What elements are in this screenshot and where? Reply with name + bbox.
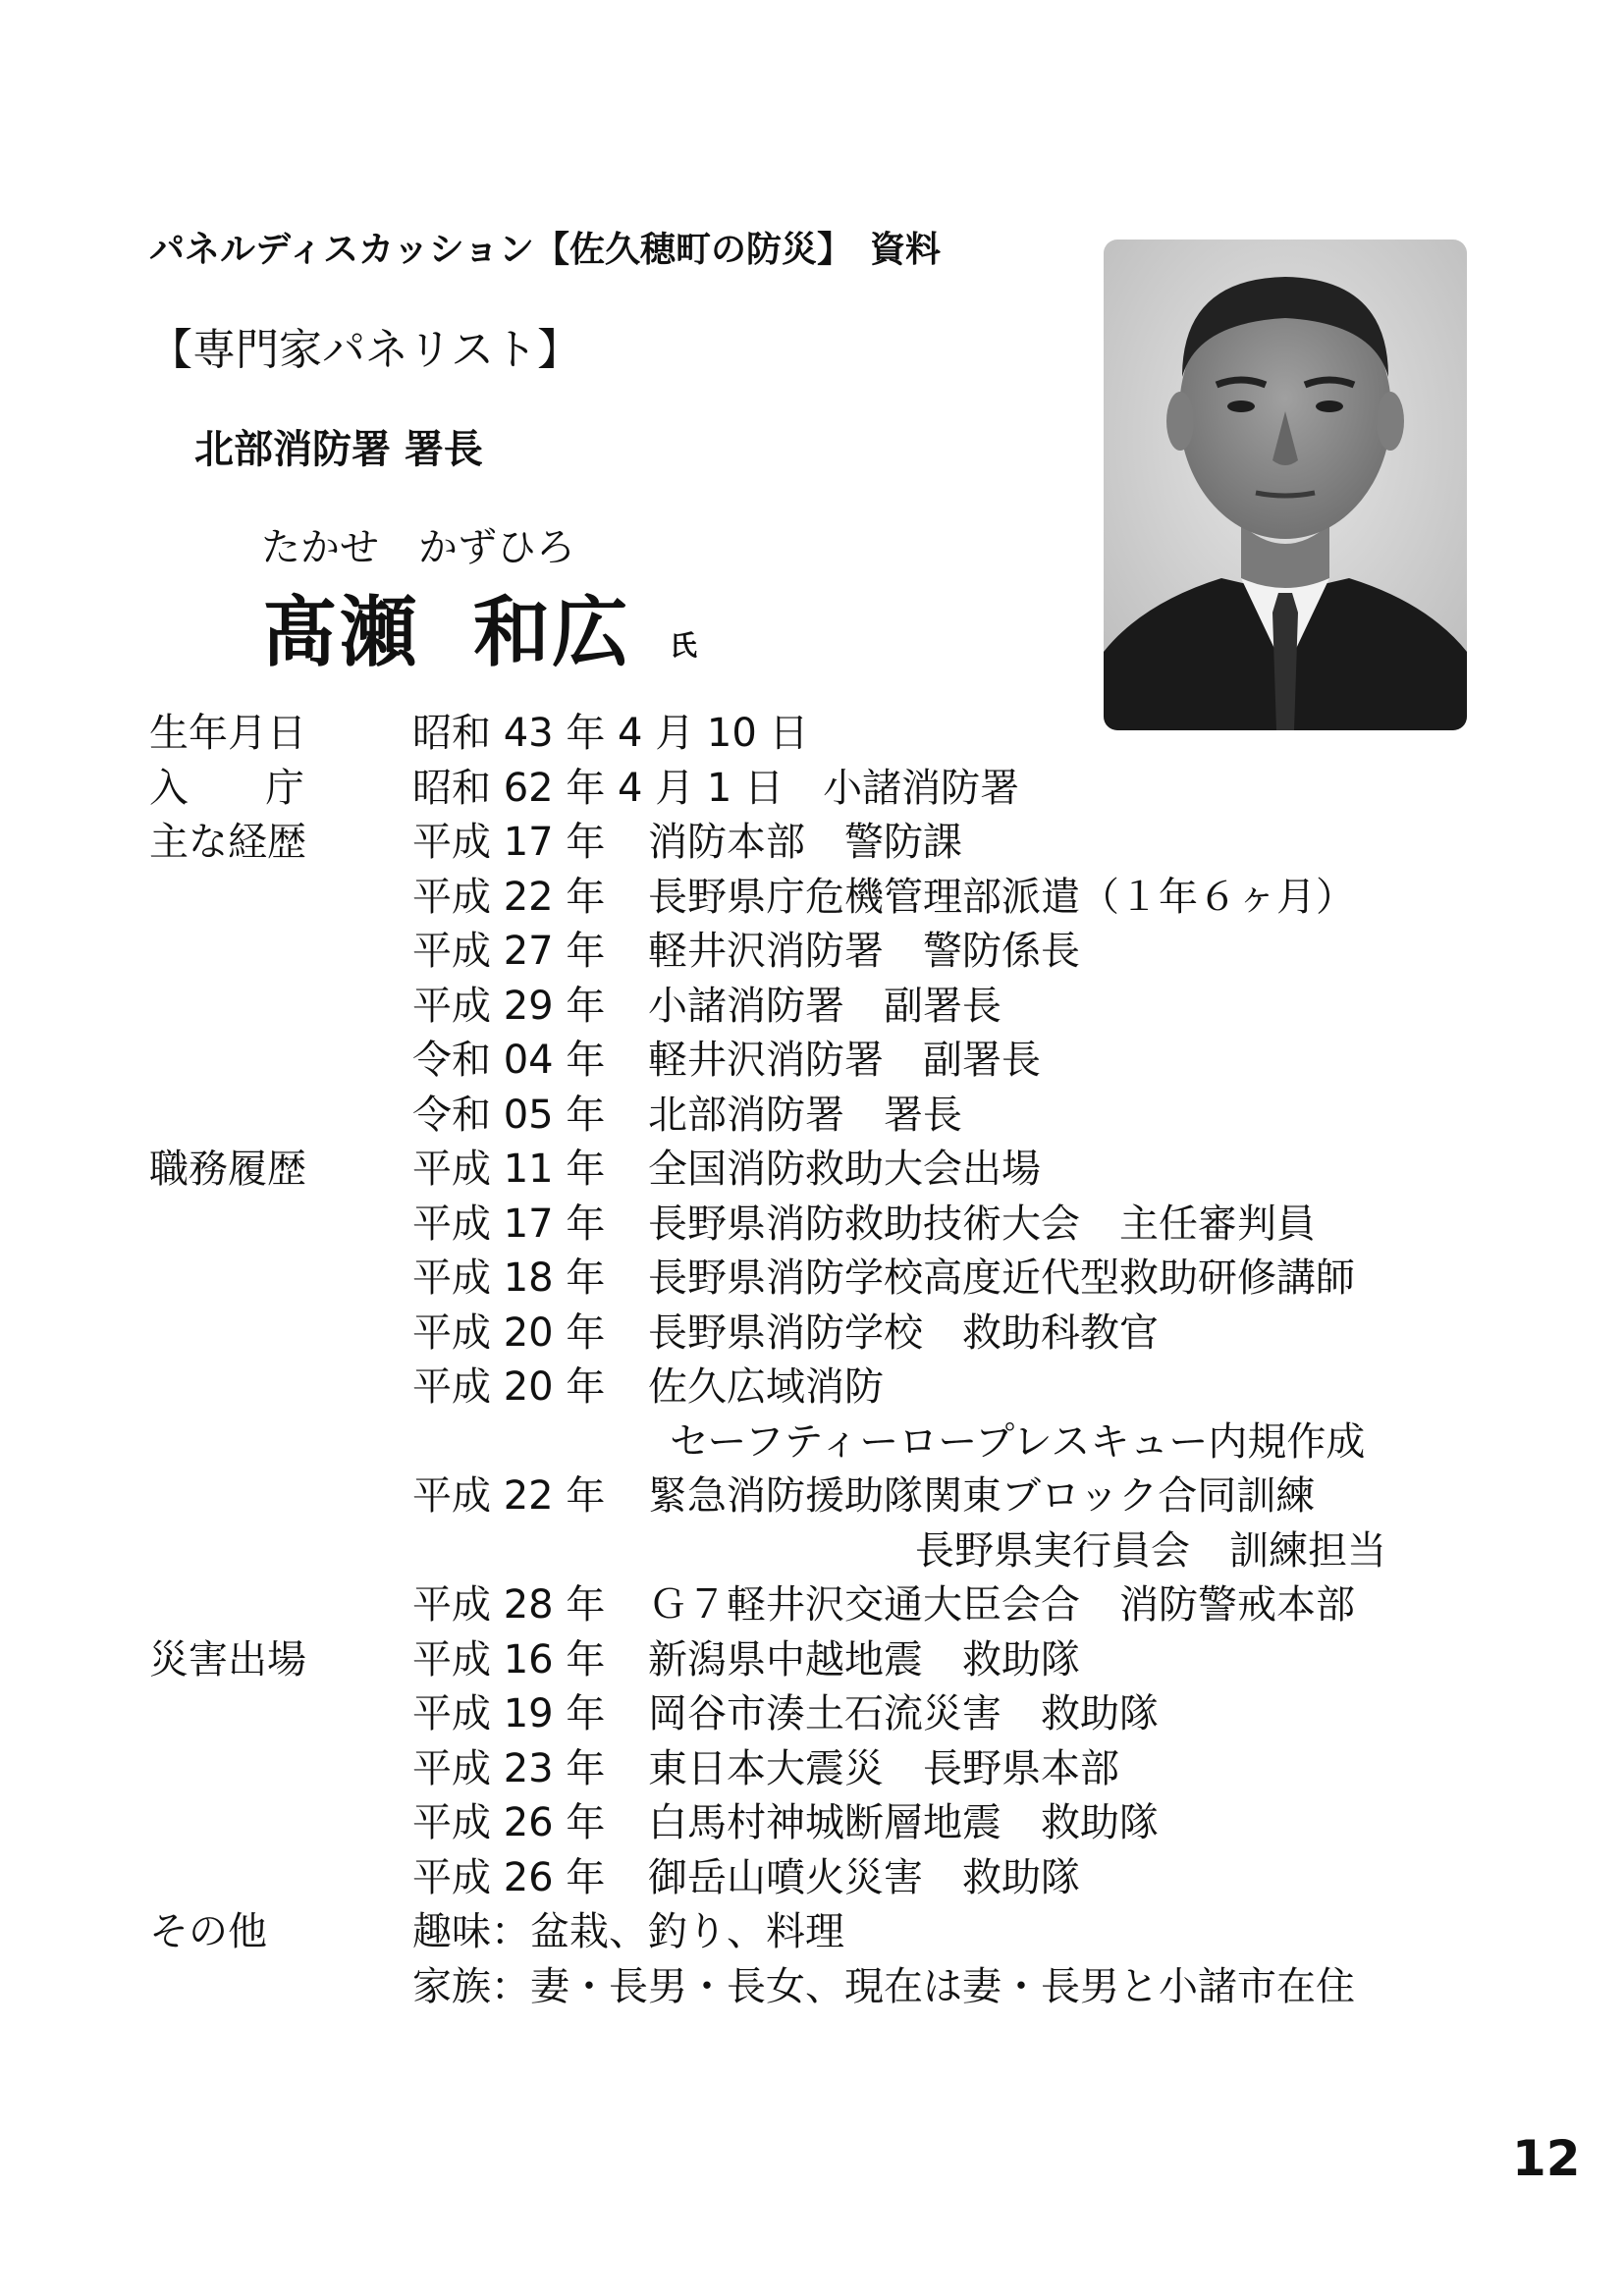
- profile-row-duty: [149, 1307, 1524, 1362]
- duty-text: 長野県消防学校 救助科教官: [648, 1309, 1159, 1356]
- family-text: 家族：妻・長男・長女、現在は妻・長男と小諸市在住: [412, 1963, 1355, 2009]
- duty-text: 緊急消防援助隊関東ブロック合同訓練: [648, 1473, 1316, 1519]
- page-number: 12: [1512, 2130, 1581, 2187]
- duty-year: 平成 11 年: [412, 1147, 606, 1192]
- panelist-category-label: 【専門家パネリスト】: [149, 325, 581, 375]
- profile-row-duty: [149, 1361, 1524, 1415]
- duty-year: 平成 18 年: [412, 1255, 606, 1301]
- document-title: パネルディスカッション【佐久穂町の防災】 資料: [149, 230, 942, 270]
- profile-row-duty: [149, 1143, 1524, 1198]
- profile-row-career: [149, 816, 1524, 871]
- career-text: 北部消防署 署長: [648, 1092, 962, 1138]
- duty-text-continued: セーフティーロープレスキュー内規作成: [670, 1418, 1366, 1465]
- disaster-year: 平成 26 年: [412, 1800, 606, 1845]
- joined-label: 入庁: [149, 765, 381, 811]
- profile-row-career: [149, 980, 1524, 1035]
- duty-text: 長野県消防学校高度近代型救助研修講師: [648, 1255, 1355, 1301]
- disaster-year: 平成 26 年: [412, 1854, 606, 1900]
- birth-value: 昭和 43 年 4 月 10 日: [412, 711, 809, 756]
- portrait-photo: [1104, 240, 1467, 730]
- profile-row-duty: [149, 1578, 1524, 1633]
- portrait-photo-icon: [1104, 240, 1467, 730]
- career-year: 平成 22 年: [412, 874, 606, 920]
- birth-label: 生年月日: [149, 711, 306, 756]
- career-text: 消防本部 警防課: [648, 820, 962, 865]
- panelist-position: 北部消防署 署長: [194, 427, 483, 472]
- career-label: 主な経歴: [149, 820, 306, 865]
- duty-year: 平成 28 年: [412, 1582, 606, 1628]
- career-text: 軽井沢消防署 警防係長: [648, 929, 1080, 974]
- career-year: 平成 29 年: [412, 983, 606, 1029]
- duty-year: 平成 22 年: [412, 1473, 606, 1519]
- profile-row-joined: [149, 762, 1524, 817]
- duty-year: 平成 20 年: [412, 1309, 606, 1356]
- name-surname: 髙瀬: [261, 589, 419, 677]
- disaster-text: 東日本大震災 長野県本部: [648, 1745, 1119, 1791]
- career-year: 平成 27 年: [412, 929, 606, 974]
- name-given: 和広: [473, 589, 631, 677]
- career-text: 長野県庁危機管理部派遣（１年６ヶ月）: [648, 874, 1355, 920]
- disaster-year: 平成 16 年: [412, 1636, 606, 1682]
- disaster-text: 御岳山噴火災害 救助隊: [648, 1854, 1080, 1900]
- career-year: 令和 04 年: [412, 1038, 606, 1083]
- disaster-text: 岡谷市湊土石流災害 救助隊: [648, 1691, 1159, 1736]
- career-text: 軽井沢消防署 副署長: [648, 1038, 1041, 1083]
- duty-text: 長野県消防救助技術大会 主任審判員: [648, 1201, 1316, 1247]
- profile-row-career: [149, 1089, 1524, 1144]
- disaster-year: 平成 19 年: [412, 1691, 606, 1736]
- profile-row-disaster: [149, 1633, 1524, 1688]
- other-label: その他: [149, 1909, 267, 1954]
- duty-text: Ｇ７軽井沢交通大臣会合 消防警戒本部: [648, 1582, 1355, 1628]
- career-year: 令和 05 年: [412, 1092, 606, 1138]
- profile-row-disaster: [149, 1851, 1524, 1906]
- career-text: 小諸消防署 副署長: [648, 983, 1001, 1029]
- duty-text-continued: 長野県実行員会 訓練担当: [915, 1527, 1386, 1574]
- profile-row-other: [149, 1905, 1524, 1960]
- profile-row-career: [149, 1034, 1524, 1089]
- name-furigana: たかせ かずひろ: [261, 525, 575, 570]
- profile-row-duty-continued: [149, 1415, 1524, 1470]
- duties-label: 職務履歴: [149, 1147, 306, 1192]
- disaster-text: 新潟県中越地震 救助隊: [648, 1636, 1080, 1682]
- joined-value: 昭和 62 年 4 月 1 日 小諸消防署: [412, 765, 1020, 811]
- name-honorific: 氏: [670, 629, 698, 662]
- profile-row-career: [149, 925, 1524, 980]
- profile-row-disaster: [149, 1687, 1524, 1742]
- profile-row-disaster: [149, 1796, 1524, 1851]
- profile-list: [149, 707, 1524, 2014]
- profile-row-duty: [149, 1469, 1524, 1524]
- career-year: 平成 17 年: [412, 820, 606, 865]
- duty-text: 佐久広域消防: [648, 1364, 884, 1410]
- profile-row-career: [149, 871, 1524, 926]
- profile-row-duty-continued: [149, 1524, 1524, 1579]
- profile-row-other: [149, 1960, 1524, 2015]
- disaster-year: 平成 23 年: [412, 1745, 606, 1791]
- duty-text: 全国消防救助大会出場: [648, 1147, 1041, 1192]
- hobby-text: 趣味：盆栽、釣り、料理: [412, 1909, 844, 1954]
- profile-row-birth: [149, 707, 1524, 762]
- duty-year: 平成 20 年: [412, 1364, 606, 1410]
- profile-row-duty: [149, 1252, 1524, 1307]
- disaster-text: 白馬村神城断層地震 救助隊: [648, 1800, 1159, 1845]
- disasters-label: 災害出場: [149, 1636, 306, 1682]
- panelist-name: [261, 571, 630, 681]
- profile-row-duty: [149, 1198, 1524, 1253]
- duty-year: 平成 17 年: [412, 1201, 606, 1247]
- profile-row-disaster: [149, 1742, 1524, 1797]
